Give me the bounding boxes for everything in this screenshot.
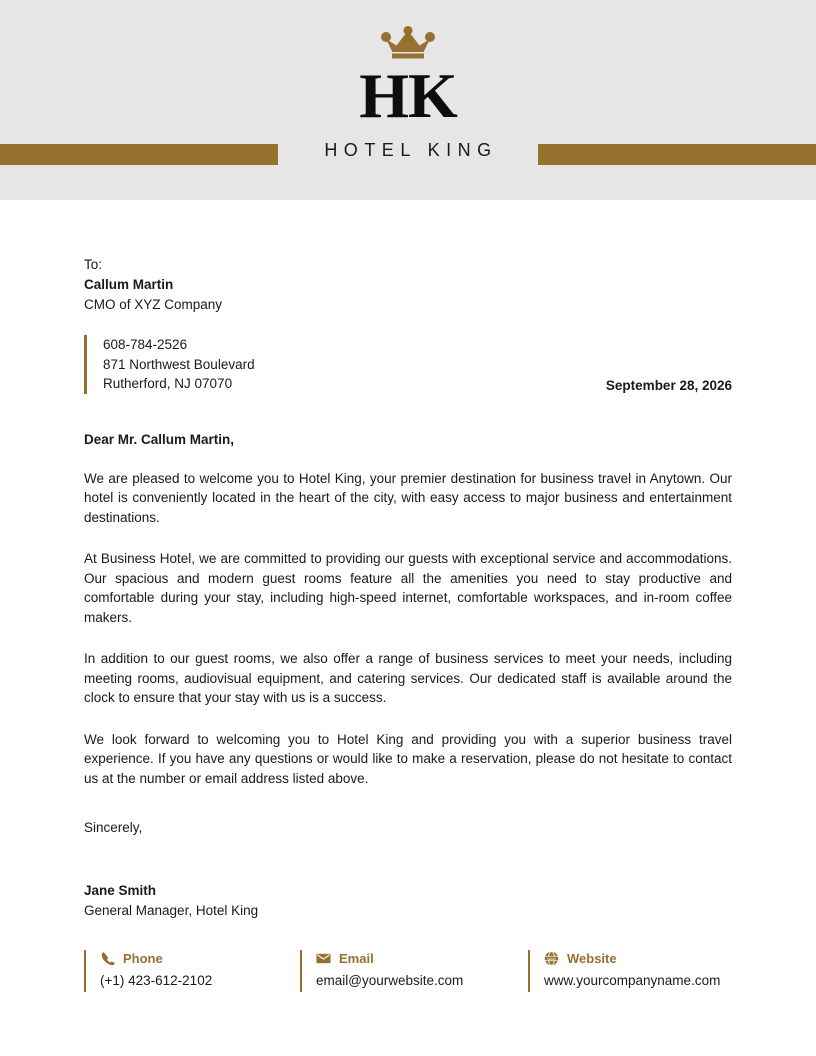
recipient-city: Rutherford, NJ 07070 <box>103 376 233 391</box>
recipient-to-label: To: <box>84 257 103 272</box>
crown-icon <box>380 26 436 60</box>
letterhead-footer <box>84 950 732 992</box>
letter-closing: Sincerely, <box>84 820 143 835</box>
footer-phone-column <box>84 950 300 992</box>
recipient-phone: 608-784-2526 <box>103 337 188 352</box>
globe-icon <box>544 951 559 966</box>
letter-paragraph: In addition to our guest rooms, we also offer a range of business services to meet your needs, including meeting rooms, audiovisual equipment, and catering services. Our dedicated staff is available around the clock to ensure that your stay with us is a success. <box>84 651 732 705</box>
brand-logo <box>0 26 816 161</box>
footer-website-label: Website <box>567 951 617 966</box>
signer-title: General Manager, Hotel King <box>84 902 259 918</box>
letter-body <box>0 255 816 921</box>
address-accent-bar <box>84 335 87 394</box>
brand-monogram: HK <box>359 60 457 131</box>
recipient-role: CMO of XYZ Company <box>84 297 223 312</box>
letter-paragraph: We are pleased to welcome you to Hotel King, your premier destination for business travel in Anytown. Our hotel is conveniently located in the heart of the city, with easy access to major business and entertainment destinations. <box>84 470 732 525</box>
svg-text:www: www <box>547 955 556 961</box>
recipient-address-block <box>84 335 732 394</box>
footer-email-label: Email <box>339 951 374 966</box>
letter-paragraph: At Business Hotel, we are committed to providing our guests with exceptional service and accommodations. Our spacious and modern guest rooms feature all the amenities you need to stay productive and comfortable during your stay, including high-speed internet, comfortable workspaces, and in-room coffee makers. <box>84 551 732 625</box>
footer-website-value: www.yourcompanyname.com <box>544 973 721 988</box>
footer-email-column <box>300 950 528 992</box>
footer-divider <box>84 950 86 992</box>
letter-salutation: Dear Mr. Callum Martin, <box>84 431 235 447</box>
footer-website-column <box>528 950 732 992</box>
letter-date: September 28, 2026 <box>605 377 732 393</box>
phone-icon <box>100 951 115 966</box>
recipient-address-lines <box>103 335 606 394</box>
footer-email-value: email@yourwebsite.com <box>316 973 464 988</box>
footer-phone-label: Phone <box>123 951 163 966</box>
envelope-icon <box>316 951 331 966</box>
brand-wordmark: HOTEL KING <box>324 140 498 160</box>
letter-paragraph: We look forward to welcoming you to Hotel King and providing you with a superior business travel experience. If you have any questions or would like to make a reservation, please do not hesitate to contact us at the number or email address listed above. <box>84 731 732 786</box>
recipient-name: Callum Martin <box>84 277 174 292</box>
recipient-street: 871 Northwest Boulevard <box>103 356 255 372</box>
footer-phone-value: (+1) 423-612-2102 <box>100 973 213 988</box>
signer-name: Jane Smith <box>84 882 157 898</box>
footer-divider <box>528 950 530 992</box>
footer-divider <box>300 950 302 992</box>
letterhead-header <box>0 0 816 200</box>
